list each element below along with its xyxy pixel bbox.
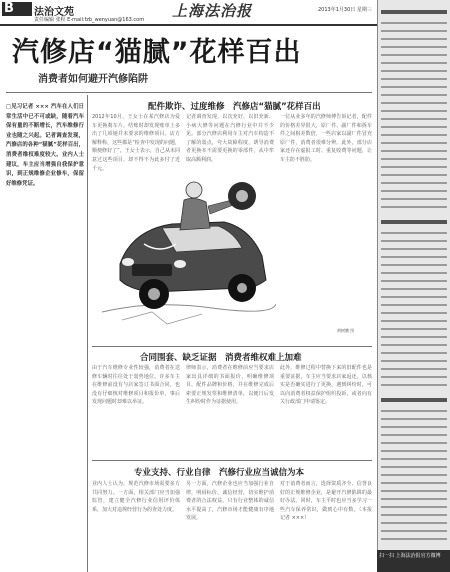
section-3-col-1: 业内人士认为，规范汽修市场需要多方共同努力。一方面，相关部门应当加强监管，建立健全汽修行业信用评价体系，加大对违规经营行为的查处力度。 [92,481,180,513]
section-3-col-3: 对于消费者而言，选择资质齐全、信誉良好的正规维修企业，是避开汽修陷阱的最好办法。同时，车主平时也应当多学习一些汽车保养常识，做到心中有数。（本报记者 ×××） [280,481,372,522]
section-1-col-2: 记者调查发现，以次充好、以旧充新、小病大修等问题在汽修行业中并不少见。部分汽修店利用车主对汽车构造不了解的弱点，夸大故障程度，诱导消费者更换本不需要更换的零部件，从中牟取高额利润。 [186,114,274,163]
section-3-rule [92,460,372,461]
section-2-col-2: 律师表示，消费者在维修前应当要求店家出具详细的书面报价，明确维修项目、配件品牌和价格，并在维修完成后索要正规发票和维修清单，以便日后发生纠纷时作为证据使用。 [186,365,274,406]
header-meta: 责任编辑 张程 E-mail:fzb_wenyuan@163.com [34,17,145,23]
section-name: 法治文苑 [34,7,74,18]
right-column-heading [381,10,447,14]
masthead: 上海法治报 [172,2,253,20]
header-date: 2013年1月30日 星期三 [318,7,372,13]
subheadline: 消费者如何避开汽修陷阱 [38,74,148,85]
section-letter: B [4,1,14,16]
section-2-rule [92,346,372,347]
section-2-col-1: 由于汽车维修专业性较强，消费者在送修车辆时往往处于弱势地位。许多车主在维修前没有与店家签订书面合同，也没有仔细核对维修项目和报价单，事后发现问题时却难以举证。 [92,365,180,406]
section-2-title: 合同围套、缺乏证据 消费者维权难上加难 [140,353,302,363]
section-1-title: 配件欺诈、过度维修 汽修店“猫腻”花样百出 [148,102,321,112]
headline-rule [6,92,372,93]
photo-credit: 黄树鹏 图 [337,328,355,333]
right-column [377,0,450,572]
section-2-col-3: 此外，维修过程中替换下来的旧配件也是重要证据，车主应当要求店家返还，以核实是否确实进行了更换。遇到纠纷时，可以向消费者权益保护组织投诉，或者向有关行政部门申请鉴定。 [280,365,372,406]
right-column-footer: 扫一扫 上海法治报官方微博 [379,553,441,559]
section-1-col-1: 2012年10月，王女士在某汽修店为爱车更换刹车片，结账时却发现账单上多出了几项她并未要求的维修项目。店方解释称，这些都是“检查中发现的问题，顺便修好了”。王女士表示，自己从未同意过这些项目，却不得不为此多付了近千元。 [92,114,180,171]
column-divider [87,95,88,572]
lead-paragraph: □见习记者 ××× 汽车在人们日常生活中已不可或缺，随着汽车保有量的不断增长，汽车维修行业也随之兴起。记者调查发现，汽修店的各种“猫腻”花样百出，消费者维权难度较大。业内人士建议，车主应当增强自我保护意识，到正规维修企业修车，保留好维修凭证。 [6,104,84,187]
car-illustration [92,172,276,332]
section-3-col-2: 另一方面，汽修企业也应当加强行业自律，明码标价、诚信经营，切实维护消费者的合法权益。只有行业整体的诚信水平提高了，汽修市场才能健康有序地发展。 [186,481,274,522]
headline: 汽修店“猫腻”花样百出 [12,37,302,68]
section-3-title: 专业支持、行业自律 汽修行业应当诚信为本 [134,468,305,478]
section-1-col-3: 一位从业多年的汽修师傅告诉记者，配件的价格差异很大，原厂件、副厂件和拆车件之间相差数倍，一些店家以副厂件冒充原厂件，消费者很难分辨。此外，部分店家还存在虚报工时、重复收费等问题，让车主防不胜防。 [280,114,372,163]
